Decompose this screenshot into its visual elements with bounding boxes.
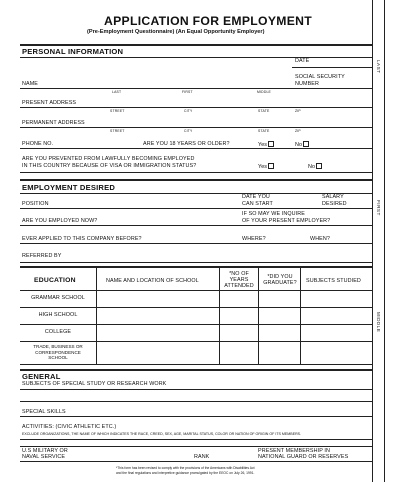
age-question: ARE YOU 18 YEARS OR OLDER? (143, 141, 230, 147)
prevented-no-label: No (308, 164, 316, 170)
edu-bottom (20, 364, 372, 365)
activities: ACTIVITIES: (CIVIC ATHLETIC ETC.) (22, 424, 117, 430)
edu-col-4 (300, 266, 301, 365)
edu-col-1 (96, 266, 97, 365)
edu-top (20, 266, 372, 268)
edu-col-name: NAME AND LOCATION OF SCHOOL (106, 278, 199, 284)
edu-row1-bottom (20, 307, 372, 308)
edu-col-2 (219, 266, 220, 365)
form-title: APPLICATION FOR EMPLOYMENT (104, 14, 312, 28)
ssn-label-1: SOCIAL SECURITY (295, 74, 345, 80)
permanent-sub-state: STATE (258, 129, 270, 133)
side-label-middle: MIDDLE (376, 312, 381, 333)
personal-heading: PERSONAL INFORMATION (22, 47, 124, 56)
edu-col-education: EDUCATION (34, 277, 76, 284)
date-label: DATE (295, 58, 310, 64)
edu-header-bottom (20, 290, 372, 291)
prevented-q-1: ARE YOU PREVENTED FROM LAWFULLY BECOMING EMPLOYED (22, 156, 195, 162)
footnote-1: *This form has been revised to comply with the provisions of the Americans with Disabilities Act (116, 466, 255, 470)
age-no (295, 141, 309, 148)
edu-col-years-2: YEARS (229, 277, 249, 283)
permanent-address-label: PERMANENT ADDRESS (22, 120, 85, 126)
edu-col-3 (258, 266, 259, 365)
phone-rule (20, 148, 372, 149)
special-study: SUBJECTS OF SPECIAL STUDY OR RESEARCH WORK (22, 381, 167, 387)
referred-rule (20, 262, 372, 263)
form-subtitle: (Pre-Employment Questionnaire) (An Equal Opportunity Employer) (87, 29, 265, 35)
prevented-no (308, 163, 322, 170)
activities-rule-2 (20, 446, 372, 447)
date-start-1: DATE YOU (242, 194, 270, 200)
special-study-rule-2 (20, 401, 372, 402)
applied-before: EVER APPLIED TO THIS COMPANY BEFORE? (22, 236, 142, 242)
age-yes-label: Yes (258, 142, 268, 148)
prevented-q-2: IN THIS COUNTRY BECAUSE OF VISA OR IMMIGRATION STATUS? (22, 163, 197, 169)
age-no-label: No (295, 142, 303, 148)
present-sub-state: STATE (258, 109, 270, 113)
employment-heading: EMPLOYMENT DESIRED (22, 183, 116, 192)
employed-now: ARE YOU EMPLOYED NOW? (22, 218, 98, 224)
present-sub-city: CITY (184, 109, 193, 113)
footnote-2: and the final regulations and interpretive guidance promulgated by the EEOC on July 26, 1991. (116, 471, 255, 475)
general-top-rule (20, 369, 372, 371)
present-address-rule (20, 107, 372, 108)
edu-row-trade-1: TRADE, BUSINESS OR (33, 344, 83, 349)
date-start-2: CAN START (242, 201, 273, 207)
special-skills-rule (20, 416, 372, 417)
position-rule (20, 208, 372, 209)
applied-rule (20, 243, 372, 244)
personal-heading-rule (20, 57, 372, 58)
salary-1: SALARY (322, 194, 344, 200)
referred-label: REFERRED BY (22, 253, 62, 259)
age-yes (258, 141, 274, 148)
special-skills: SPECIAL SKILLS (22, 409, 66, 415)
edu-col-grad-2: GRADUATE? (263, 280, 297, 286)
personal-top-rule (20, 44, 372, 46)
side-label-first: FIRST (376, 200, 381, 216)
when-label: WHEN? (310, 236, 330, 242)
edu-col-grad (261, 274, 299, 286)
employment-top-rule (20, 179, 372, 181)
name-rule (20, 88, 372, 89)
present-sub-zip: ZIP (295, 109, 301, 113)
edu-col-years-3: ATTENDED (224, 283, 254, 289)
permanent-sub-city: CITY (184, 129, 193, 133)
phone-label: PHONE NO. (22, 141, 54, 147)
military-1: U.S MILITARY OR (22, 448, 68, 454)
edu-col-years-1: *NO OF (229, 271, 249, 277)
side-rule (372, 0, 373, 482)
prevented-rule (20, 172, 372, 173)
edu-row3-bottom (20, 341, 372, 342)
prevented-no-checkbox[interactable] (316, 163, 322, 169)
name-sub-last: LAST (112, 90, 122, 94)
military-rule (20, 461, 372, 462)
present-sub-street: STREET (110, 109, 125, 113)
name-label: NAME (22, 81, 38, 87)
edu-row-high: HIGH SCHOOL (38, 312, 78, 318)
prevented-yes (258, 163, 274, 170)
edu-row-trade (20, 344, 96, 361)
prevented-yes-label: Yes (258, 164, 268, 170)
present-address-label: PRESENT ADDRESS (22, 100, 77, 106)
prevented-yes-checkbox[interactable] (268, 163, 274, 169)
permanent-address-rule (20, 127, 372, 128)
edu-col-grad-1: *DID YOU (267, 274, 293, 280)
inquire-2: OF YOUR PRESENT EMPLOYER? (242, 218, 331, 224)
name-sub-first: FIRST (182, 90, 193, 94)
military-2: NAVAL SERVICE (22, 454, 66, 460)
exclude-note: EXCLUDE ORGANIZATIONS, THE NAME OF WHICH INDICATES THE RACE, CREED, SEX, AGE, MARITAL STATUS, COLOR OR NATION OF ORIGIN OF ITS MEMBERS. (22, 432, 302, 436)
edu-row2-bottom (20, 324, 372, 325)
permanent-sub-zip: ZIP (295, 129, 301, 133)
position-label: POSITION (22, 201, 49, 207)
edu-row-trade-2: CORRESPONDENCE (35, 349, 81, 355)
salary-2: DESIRED (322, 201, 347, 207)
side-label-last: LAST (376, 60, 381, 74)
edu-row-trade-3: SCHOOL (48, 355, 68, 360)
special-study-rule (20, 389, 372, 390)
general-heading: GENERAL (22, 372, 61, 381)
education-table (20, 266, 372, 365)
edu-col-years (222, 271, 256, 289)
permanent-sub-street: STREET (110, 129, 125, 133)
date-rule (292, 67, 372, 68)
edu-row-grammar: GRAMMAR SCHOOL (31, 295, 85, 301)
employment-heading-rule (20, 193, 372, 194)
inquire-1: IF SO MAY WE INQUIRE (242, 211, 305, 217)
where-label: WHERE? (242, 236, 266, 242)
employed-rule (20, 225, 372, 226)
rank-label: RANK (194, 454, 210, 460)
edu-row-college: COLLEGE (44, 329, 72, 335)
age-no-checkbox[interactable] (303, 141, 309, 147)
guard-1: PRESENT MEMBERSHIP IN (258, 448, 330, 454)
guard-2: NATIONAL GUARD OR RESERVES (258, 454, 349, 460)
ssn-label-2: NUMBER (295, 81, 319, 87)
name-sub-middle: MIDDLE (257, 90, 272, 94)
activities-rule (20, 439, 372, 440)
edu-col-subjects: SUBJECTS STUDIED (306, 278, 361, 284)
age-yes-checkbox[interactable] (268, 141, 274, 147)
side-rule-2 (384, 0, 385, 482)
